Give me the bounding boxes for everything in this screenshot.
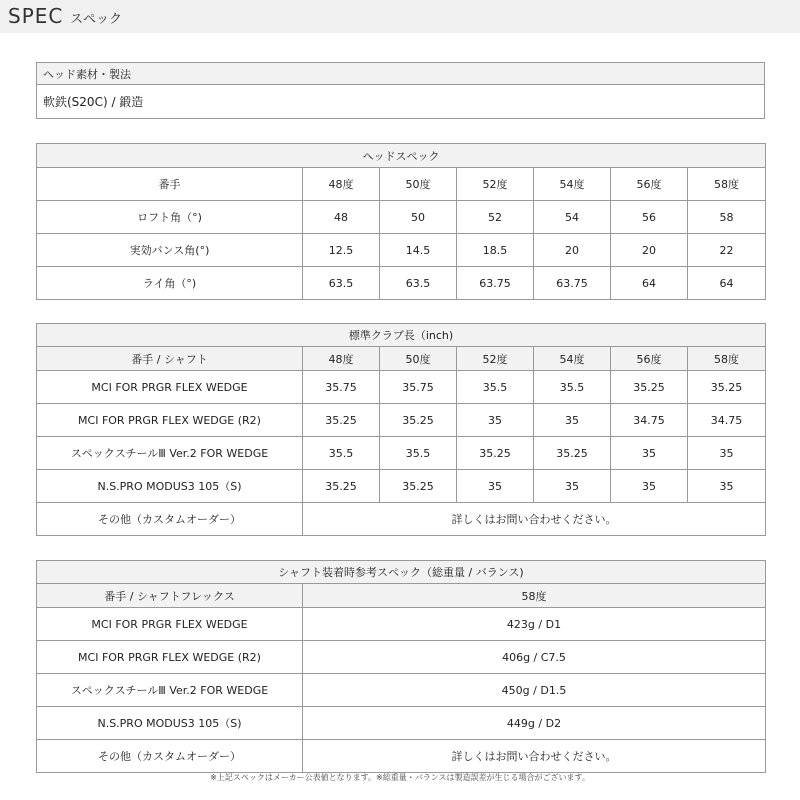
inquiry-note: 詳しくはお問い合わせください。 bbox=[303, 503, 766, 536]
section-title: SPEC bbox=[8, 4, 64, 28]
table-cell: 35 bbox=[457, 404, 534, 437]
table-row bbox=[37, 234, 766, 267]
table-cell: 63.5 bbox=[380, 267, 457, 300]
row-label: MCI FOR PRGR FLEX WEDGE (R2) bbox=[37, 404, 303, 437]
column-header: 58度 bbox=[688, 168, 766, 201]
row-label: ライ角（°) bbox=[37, 267, 303, 300]
material-value: 軟鉄(S20C) / 鍛造 bbox=[37, 85, 765, 119]
column-header: 50度 bbox=[380, 347, 457, 371]
club-length-table bbox=[36, 323, 766, 536]
table-cell: 35.25 bbox=[457, 437, 534, 470]
table-cell: 35.75 bbox=[303, 371, 380, 404]
table-cell: 35.5 bbox=[457, 371, 534, 404]
table-row bbox=[37, 503, 766, 536]
table-cell: 35.25 bbox=[611, 371, 688, 404]
table-row bbox=[37, 707, 766, 740]
row-label: ロフト角（°) bbox=[37, 201, 303, 234]
table-cell: 14.5 bbox=[380, 234, 457, 267]
table-row bbox=[37, 371, 766, 404]
row-label: MCI FOR PRGR FLEX WEDGE bbox=[37, 608, 303, 641]
row-label: N.S.PRO MODUS3 105（S) bbox=[37, 470, 303, 503]
table-row bbox=[37, 437, 766, 470]
table-row bbox=[37, 608, 766, 641]
weight-spec-title: シャフト装着時参考スペック（総重量 / バランス) bbox=[37, 561, 766, 584]
row-label: スペックスチールⅢ Ver.2 FOR WEDGE bbox=[37, 674, 303, 707]
table-cell: 52 bbox=[457, 201, 534, 234]
table-cell: 35.25 bbox=[380, 404, 457, 437]
table-cell: 35 bbox=[688, 470, 766, 503]
column-header: 50度 bbox=[380, 168, 457, 201]
column-header: 56度 bbox=[611, 347, 688, 371]
table-cell: 35.25 bbox=[380, 470, 457, 503]
table-cell: 22 bbox=[688, 234, 766, 267]
table-cell: 35.75 bbox=[380, 371, 457, 404]
row-label: 実効バンス角(°) bbox=[37, 234, 303, 267]
table-cell: 406g / C7.5 bbox=[303, 641, 766, 674]
material-label: ヘッド素材・製法 bbox=[37, 63, 765, 85]
section-subtitle: スペック bbox=[70, 12, 123, 27]
table-cell: 35 bbox=[688, 437, 766, 470]
row-label: その他（カスタムオーダー） bbox=[37, 503, 303, 536]
row-label: スペックスチールⅢ Ver.2 FOR WEDGE bbox=[37, 437, 303, 470]
column-header: 58度 bbox=[688, 347, 766, 371]
table-cell: 58 bbox=[688, 201, 766, 234]
table-cell: 63.75 bbox=[534, 267, 611, 300]
table-cell: 35.5 bbox=[380, 437, 457, 470]
column-header: 番手 bbox=[37, 168, 303, 201]
inquiry-note: 詳しくはお問い合わせください。 bbox=[303, 740, 766, 773]
table-row bbox=[37, 740, 766, 773]
table-cell: 35 bbox=[534, 470, 611, 503]
row-label: N.S.PRO MODUS3 105（S) bbox=[37, 707, 303, 740]
table-cell: 18.5 bbox=[457, 234, 534, 267]
table-row bbox=[37, 404, 766, 437]
table-row bbox=[37, 641, 766, 674]
column-header: 54度 bbox=[534, 347, 611, 371]
table-cell: 35.25 bbox=[303, 470, 380, 503]
column-header: 52度 bbox=[457, 168, 534, 201]
table-cell: 64 bbox=[688, 267, 766, 300]
table-cell: 34.75 bbox=[611, 404, 688, 437]
column-header: 54度 bbox=[534, 168, 611, 201]
table-cell: 64 bbox=[611, 267, 688, 300]
table-cell: 35 bbox=[534, 404, 611, 437]
column-header: 52度 bbox=[457, 347, 534, 371]
table-row bbox=[37, 470, 766, 503]
table-cell: 34.75 bbox=[688, 404, 766, 437]
table-cell: 56 bbox=[611, 201, 688, 234]
club-length-title: 標準クラブ長（inch) bbox=[37, 324, 766, 347]
table-cell: 20 bbox=[611, 234, 688, 267]
column-header: 58度 bbox=[303, 584, 766, 608]
table-cell: 35 bbox=[611, 470, 688, 503]
table-cell: 63.5 bbox=[303, 267, 380, 300]
footnote: ※上記スペックはメーカー公表値となります。※総重量・バランスは製造誤差が生じる場合がございます。 bbox=[210, 773, 590, 782]
column-header: 番手 / シャフトフレックス bbox=[37, 584, 303, 608]
head-spec-title: ヘッドスペック bbox=[37, 144, 766, 168]
table-cell: 449g / D2 bbox=[303, 707, 766, 740]
weight-spec-table bbox=[36, 560, 766, 773]
material-table bbox=[36, 62, 765, 119]
table-row bbox=[37, 674, 766, 707]
section-header bbox=[0, 0, 800, 33]
table-cell: 35.25 bbox=[303, 404, 380, 437]
column-header: 48度 bbox=[303, 347, 380, 371]
table-cell: 423g / D1 bbox=[303, 608, 766, 641]
table-cell: 63.75 bbox=[457, 267, 534, 300]
table-cell: 35 bbox=[457, 470, 534, 503]
column-header: 48度 bbox=[303, 168, 380, 201]
head-spec-table bbox=[36, 143, 766, 300]
column-header: 56度 bbox=[611, 168, 688, 201]
column-header: 番手 / シャフト bbox=[37, 347, 303, 371]
table-cell: 54 bbox=[534, 201, 611, 234]
table-cell: 35.5 bbox=[303, 437, 380, 470]
table-cell: 35.5 bbox=[534, 371, 611, 404]
table-row bbox=[37, 201, 766, 234]
table-cell: 35.25 bbox=[534, 437, 611, 470]
table-cell: 50 bbox=[380, 201, 457, 234]
row-label: MCI FOR PRGR FLEX WEDGE bbox=[37, 371, 303, 404]
row-label: その他（カスタムオーダー） bbox=[37, 740, 303, 773]
table-cell: 35.25 bbox=[688, 371, 766, 404]
table-cell: 450g / D1.5 bbox=[303, 674, 766, 707]
table-cell: 35 bbox=[611, 437, 688, 470]
table-row bbox=[37, 267, 766, 300]
row-label: MCI FOR PRGR FLEX WEDGE (R2) bbox=[37, 641, 303, 674]
table-cell: 20 bbox=[534, 234, 611, 267]
table-cell: 12.5 bbox=[303, 234, 380, 267]
table-cell: 48 bbox=[303, 201, 380, 234]
